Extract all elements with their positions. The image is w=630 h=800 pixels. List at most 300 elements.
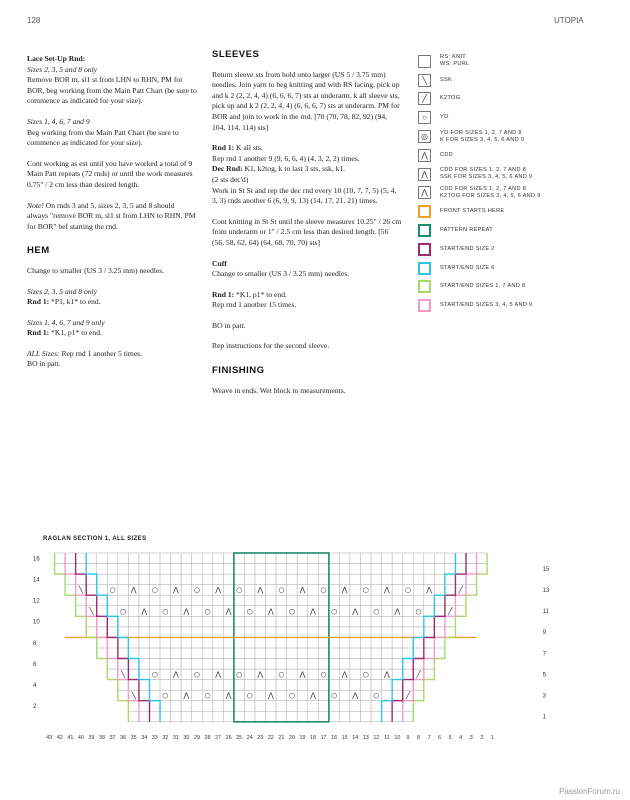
chart-cell bbox=[382, 553, 393, 564]
chart-cell bbox=[244, 711, 255, 722]
chart-cell bbox=[139, 595, 150, 606]
chart-cell bbox=[350, 564, 361, 575]
chart-cell bbox=[424, 553, 435, 564]
chart-cell bbox=[329, 595, 340, 606]
legend-label bbox=[440, 283, 525, 290]
chart-cell bbox=[234, 574, 245, 585]
legend-label bbox=[440, 54, 469, 68]
cdd-symbol: ⋀ bbox=[257, 670, 264, 679]
chart-cell bbox=[466, 553, 477, 564]
chart-cell bbox=[244, 669, 255, 680]
chart-cell bbox=[139, 648, 150, 659]
k2tog-icon: ╱ bbox=[418, 92, 431, 105]
chart-cell bbox=[128, 669, 139, 680]
lace-title: Lace Set-Up Rnd: bbox=[27, 54, 86, 63]
chart-cell bbox=[86, 564, 97, 575]
chart-cell bbox=[308, 553, 319, 564]
chart-cell bbox=[202, 595, 213, 606]
cdd-symbol: ⋀ bbox=[267, 691, 274, 700]
chart-cell bbox=[308, 711, 319, 722]
chart-cell bbox=[213, 637, 224, 648]
chart-cell bbox=[413, 616, 424, 627]
chart-cell bbox=[97, 585, 108, 596]
chart-cell bbox=[192, 553, 203, 564]
column-label: 21 bbox=[278, 734, 285, 741]
chart-cell bbox=[424, 595, 435, 606]
chart-cell bbox=[234, 659, 245, 670]
sleeves-text: Return sleeve sts from hold onto larger (US 5 / 3.75 mm) needles. Join yarn to beg knitting and with RS facing, pick up and k 2 (2, 2, 4, 4) (6, 6, 6, 7) sts at underarm, k all sleeve sts, pick up and k 2 (2, 2, 4, 4) (6, 6, 6, 7) sts at underarm. PM for BOR and join to work in the rnd. [70 (70, 78, 82, 92) (94, 104, 114, 114) sts] bbox=[212, 69, 400, 132]
chart-cell bbox=[434, 648, 445, 659]
chart-cell bbox=[308, 701, 319, 712]
chart-cell bbox=[65, 553, 76, 564]
chart-cell bbox=[266, 564, 277, 575]
chart-cell bbox=[266, 648, 277, 659]
legend-item bbox=[418, 240, 618, 259]
hem-heading: HEM bbox=[27, 245, 50, 257]
chart-cell bbox=[223, 585, 234, 596]
yo-symbol: ○ bbox=[278, 586, 285, 595]
running-header: UTOPIA bbox=[554, 16, 584, 25]
chart-cell bbox=[297, 564, 308, 575]
chart-cell bbox=[287, 616, 298, 627]
chart-cell bbox=[371, 680, 382, 691]
chart-cell bbox=[171, 690, 182, 701]
chart-cell bbox=[403, 680, 414, 691]
hem-change: Change to smaller (US 3 / 3.25 mm) needles. bbox=[27, 265, 165, 275]
chart-cell bbox=[371, 564, 382, 575]
chart-cell bbox=[371, 627, 382, 638]
hem-rnd1-text: *P1, k1* to end. bbox=[49, 297, 101, 307]
chart-cell bbox=[181, 701, 192, 712]
column-label: 22 bbox=[267, 734, 274, 741]
chart-cell bbox=[318, 606, 329, 617]
chart-cell bbox=[266, 711, 277, 722]
row-label-left: 10 bbox=[33, 619, 40, 626]
chart-cell bbox=[181, 564, 192, 575]
chart-cell bbox=[202, 637, 213, 648]
column-label: 33 bbox=[151, 734, 158, 741]
chart-cell bbox=[160, 595, 171, 606]
row-label-right: 13 bbox=[542, 588, 550, 595]
column-label: 5 bbox=[448, 734, 452, 741]
yo-symbol: ○ bbox=[204, 607, 211, 616]
chart-cell bbox=[192, 711, 203, 722]
chart-cell bbox=[160, 711, 171, 722]
all-sizes-label: ALL Sizes: bbox=[27, 348, 60, 358]
chart-cell bbox=[266, 659, 277, 670]
chart-cell bbox=[413, 553, 424, 564]
chart-cell bbox=[392, 648, 403, 659]
chart-cell bbox=[339, 553, 350, 564]
chart-cell bbox=[244, 627, 255, 638]
k2tog-symbol: ╱ bbox=[458, 586, 463, 595]
chart-cell bbox=[118, 627, 129, 638]
chart-cell bbox=[308, 669, 319, 680]
chart-cell bbox=[382, 574, 393, 585]
legend-label bbox=[440, 167, 532, 181]
chart-cell bbox=[160, 585, 171, 596]
chart-cell bbox=[150, 637, 161, 648]
pattern-repeat-icon bbox=[418, 224, 431, 237]
chart-cell bbox=[361, 711, 372, 722]
chart-cell bbox=[403, 711, 414, 722]
chart-cell bbox=[266, 553, 277, 564]
chart-cell bbox=[128, 574, 139, 585]
chart-cell bbox=[329, 564, 340, 575]
row-label-left: 6 bbox=[33, 661, 37, 668]
chart-cell bbox=[171, 648, 182, 659]
chart-cell bbox=[213, 648, 224, 659]
chart-cell bbox=[308, 648, 319, 659]
chart-cell bbox=[255, 701, 266, 712]
yo-symbol: ○ bbox=[236, 670, 243, 679]
chart-cell bbox=[139, 680, 150, 691]
chart-cell bbox=[223, 553, 234, 564]
chart-cell bbox=[139, 553, 150, 564]
chart-cell bbox=[118, 637, 129, 648]
column-label: 28 bbox=[204, 734, 211, 741]
chart-cell bbox=[150, 627, 161, 638]
chart-cell bbox=[329, 585, 340, 596]
legend-label bbox=[440, 130, 524, 144]
chart-cell bbox=[371, 669, 382, 680]
chart-cell bbox=[413, 680, 424, 691]
chart-cell bbox=[276, 553, 287, 564]
legend-item bbox=[418, 90, 618, 109]
chart-cell bbox=[287, 680, 298, 691]
chart-cell bbox=[55, 553, 66, 564]
yo-symbol: ○ bbox=[373, 691, 380, 700]
legend-label bbox=[440, 227, 493, 234]
chart-cell bbox=[150, 659, 161, 670]
chart-cell bbox=[255, 648, 266, 659]
chart-cell bbox=[434, 595, 445, 606]
chart-cell bbox=[424, 669, 435, 680]
legend-label-line: WS: PURL bbox=[440, 61, 470, 68]
chart-cell bbox=[65, 585, 76, 596]
chart-cell bbox=[97, 595, 108, 606]
chart-cell bbox=[382, 627, 393, 638]
chart-cell bbox=[255, 553, 266, 564]
chart-cell bbox=[339, 564, 350, 575]
chart-cell bbox=[382, 701, 393, 712]
chart-cell bbox=[139, 711, 150, 722]
column-label: 15 bbox=[341, 734, 348, 741]
legend-label bbox=[440, 152, 453, 159]
chart-cell bbox=[255, 595, 266, 606]
chart-cell bbox=[445, 564, 456, 575]
chart-cell bbox=[361, 553, 372, 564]
front-starts-icon bbox=[418, 205, 431, 218]
finishing-text: Weave in ends. Wet block to measurements. bbox=[212, 385, 346, 395]
yo-symbol: ○ bbox=[415, 607, 422, 616]
column-label: 4 bbox=[459, 734, 463, 741]
chart-cell bbox=[466, 574, 477, 585]
chart-cell bbox=[339, 606, 350, 617]
cdd-symbol: ⋀ bbox=[173, 670, 179, 679]
chart-cell bbox=[392, 595, 403, 606]
cdd-symbol: ⋀ bbox=[257, 586, 264, 595]
chart-cell bbox=[382, 690, 393, 701]
yo-symbol: ○ bbox=[362, 670, 369, 679]
chart-cell bbox=[382, 659, 393, 670]
chart-cell bbox=[128, 701, 139, 712]
chart-cell bbox=[223, 564, 234, 575]
chart-cell bbox=[244, 564, 255, 575]
chart-cell bbox=[445, 616, 456, 627]
chart-cell bbox=[477, 553, 488, 564]
chart-cell bbox=[276, 701, 287, 712]
chart-cell bbox=[413, 585, 424, 596]
column-label: 13 bbox=[362, 734, 369, 741]
chart-cell bbox=[329, 616, 340, 627]
work-st: Work in St St and rep the dec rnd every 10 (10, 7, 7, 5) (5, 4, 3, 3) rnds another 6 (6, 9, 9, 13) (14, 17, 21, 21) times. bbox=[212, 185, 397, 206]
chart-cell bbox=[413, 627, 424, 638]
chart-cell bbox=[403, 669, 414, 680]
chart-cell bbox=[329, 669, 340, 680]
chart-cell bbox=[403, 564, 414, 575]
chart-cell bbox=[371, 659, 382, 670]
chart-cell bbox=[223, 637, 234, 648]
chart-cell bbox=[171, 616, 182, 627]
chart-cell bbox=[160, 553, 171, 564]
chart-cell bbox=[128, 648, 139, 659]
chart-cell bbox=[223, 595, 234, 606]
chart-cell bbox=[234, 690, 245, 701]
chart-cell bbox=[181, 659, 192, 670]
chart-cell bbox=[361, 701, 372, 712]
chart-cell bbox=[234, 564, 245, 575]
cdd-symbol: ⋀ bbox=[426, 586, 432, 595]
chart-cell bbox=[139, 564, 150, 575]
chart-cell bbox=[350, 627, 361, 638]
legend-label bbox=[440, 246, 495, 253]
chart-cell bbox=[403, 606, 414, 617]
chart-cell bbox=[181, 648, 192, 659]
rnd1-label: Rnd 1: bbox=[212, 143, 235, 153]
ssk-icon: ╲ bbox=[418, 74, 431, 87]
chart-cell bbox=[150, 574, 161, 585]
chart-cell bbox=[266, 585, 277, 596]
chart-cell bbox=[297, 659, 308, 670]
chart-cell bbox=[434, 553, 445, 564]
column-label: 36 bbox=[120, 734, 127, 741]
chart-cell bbox=[202, 648, 213, 659]
yo-symbol: ○ bbox=[162, 691, 169, 700]
chart-cell bbox=[181, 574, 192, 585]
legend-item bbox=[418, 52, 618, 71]
chart-cell bbox=[287, 553, 298, 564]
column-label: 20 bbox=[288, 734, 295, 741]
rnd1-text: K all sts. bbox=[234, 143, 263, 153]
chart-cell bbox=[202, 585, 213, 596]
chart-cell bbox=[202, 627, 213, 638]
chart-cell bbox=[318, 701, 329, 712]
chart-cell bbox=[403, 659, 414, 670]
chart-cell bbox=[244, 680, 255, 691]
legend-label-line: CDD FOR SIZES 1, 2, 7 AND 8 bbox=[440, 185, 527, 192]
chart-cell bbox=[413, 564, 424, 575]
chart-cell bbox=[160, 680, 171, 691]
yo-symbol: ○ bbox=[404, 586, 412, 595]
yo-symbol: ○ bbox=[109, 586, 116, 595]
all-sizes-text: Rep rnd 1 another 5 times. bbox=[59, 348, 143, 358]
chart-cell bbox=[350, 648, 361, 659]
rep-rnd1: Rep rnd 1 another 9 (9, 6, 6, 4) (4, 3, 2, 2) times. bbox=[212, 153, 360, 163]
chart-cell bbox=[65, 574, 76, 585]
chart-cell bbox=[202, 711, 213, 722]
chart-cell bbox=[318, 564, 329, 575]
chart-cell bbox=[86, 595, 97, 606]
chart-cell bbox=[361, 648, 372, 659]
chart-cell bbox=[107, 637, 118, 648]
chart-cell bbox=[329, 659, 340, 670]
yo-symbol: ○ bbox=[193, 670, 201, 679]
chart-cell bbox=[318, 616, 329, 627]
legend-label-line: START/END SIZE 6 bbox=[440, 264, 495, 271]
cdd-ssk-icon: ⋀ bbox=[418, 168, 431, 181]
chart-cell bbox=[466, 564, 477, 575]
chart-cell bbox=[434, 627, 445, 638]
chart-cell bbox=[392, 690, 403, 701]
legend-label bbox=[440, 186, 541, 200]
chart-cell bbox=[202, 659, 213, 670]
chart-cell bbox=[339, 595, 350, 606]
legend-label-line: YO bbox=[440, 114, 449, 121]
legend-item bbox=[418, 127, 618, 146]
chart-cell bbox=[392, 616, 403, 627]
legend-label-line: K2TOG bbox=[440, 95, 461, 102]
column-label: 30 bbox=[183, 734, 190, 741]
yo-symbol: ○ bbox=[278, 670, 285, 679]
row-label-right: 1 bbox=[542, 714, 546, 721]
hem-rnd1-label: Rnd 1: bbox=[27, 297, 50, 307]
column-label: 42 bbox=[56, 734, 63, 741]
cdd-k2tog-icon: ⋀ bbox=[418, 186, 431, 199]
note-label: Note! bbox=[27, 200, 44, 210]
chart-cell bbox=[97, 627, 108, 638]
yo-symbol: ○ bbox=[120, 607, 127, 616]
cdd-symbol: ⋀ bbox=[384, 670, 390, 679]
chart-cell bbox=[339, 648, 350, 659]
chart-cell bbox=[255, 606, 266, 617]
cdd-symbol: ⋀ bbox=[352, 691, 359, 700]
yo-symbol: ○ bbox=[193, 586, 201, 595]
chart-cell bbox=[118, 574, 129, 585]
chart-cell bbox=[350, 585, 361, 596]
k2tog-symbol: ╱ bbox=[416, 670, 421, 679]
chart-cell bbox=[160, 574, 171, 585]
chart-cell bbox=[392, 637, 403, 648]
chart-cell bbox=[139, 659, 150, 670]
chart-cell bbox=[308, 680, 319, 691]
chart-cell bbox=[223, 574, 234, 585]
chart-cell bbox=[255, 690, 266, 701]
chart-cell bbox=[350, 711, 361, 722]
chart-cell bbox=[255, 574, 266, 585]
yo-symbol: ○ bbox=[288, 691, 295, 700]
chart-cell bbox=[308, 627, 319, 638]
yo-symbol: ○ bbox=[151, 670, 158, 679]
row-label-left: 4 bbox=[33, 682, 37, 689]
chart-cell bbox=[297, 595, 308, 606]
chart-cell bbox=[413, 595, 424, 606]
chart-cell bbox=[455, 574, 466, 585]
chart-cell bbox=[266, 680, 277, 691]
chart-cell bbox=[202, 553, 213, 564]
chart-cell bbox=[139, 585, 150, 596]
legend-label-line: K2TOG FOR SIZES 3, 4, 5, 6 AND 9 bbox=[440, 192, 541, 199]
chart-cell bbox=[308, 564, 319, 575]
chart-cell bbox=[234, 637, 245, 648]
chart-cell bbox=[118, 553, 129, 564]
chart-cell bbox=[118, 595, 129, 606]
chart-cell bbox=[128, 595, 139, 606]
yo-symbol: ○ bbox=[320, 586, 327, 595]
dec-note: (2 sts dec'd) bbox=[212, 174, 249, 184]
chart-cell bbox=[223, 616, 234, 627]
chart-cell bbox=[223, 680, 234, 691]
column-label: 31 bbox=[172, 734, 179, 741]
chart-cell bbox=[318, 553, 329, 564]
chart-cell bbox=[118, 564, 129, 575]
column-label: 32 bbox=[162, 734, 169, 741]
chart-cell bbox=[329, 711, 340, 722]
chart-cell bbox=[244, 585, 255, 596]
cuff-heading: Cuff bbox=[212, 258, 227, 268]
hem-rnd2-label: Rnd 1: bbox=[27, 328, 50, 338]
row-label-right: 7 bbox=[542, 651, 546, 658]
k2tog-symbol: ╱ bbox=[448, 607, 453, 616]
cdd-symbol: ⋀ bbox=[173, 586, 179, 595]
lace-text-1: Remove BOR m, sl1 st from LHN to RHN, PM for BOR, beg working from the Main Patt Chart (be sure to commence as indicated for your size). bbox=[27, 75, 197, 106]
chart-cell bbox=[445, 574, 456, 585]
chart-cell bbox=[213, 595, 224, 606]
chart-cell bbox=[107, 669, 118, 680]
legend-label bbox=[440, 208, 504, 215]
cuff-bo: BO in patt. bbox=[212, 320, 246, 330]
chart-cell bbox=[223, 711, 234, 722]
column-label: 34 bbox=[141, 734, 148, 741]
chart-cell bbox=[255, 627, 266, 638]
chart-cell bbox=[234, 627, 245, 638]
chart-cell bbox=[171, 659, 182, 670]
chart-cell bbox=[350, 701, 361, 712]
cdd-symbol: ⋀ bbox=[130, 586, 137, 595]
chart-cell bbox=[223, 648, 234, 659]
page-number: 128 bbox=[27, 16, 41, 25]
dec-label: Dec Rnd: bbox=[212, 164, 243, 174]
chart-cell bbox=[403, 595, 414, 606]
chart-cell bbox=[171, 627, 182, 638]
chart-cell bbox=[455, 564, 466, 575]
chart-cell bbox=[234, 616, 245, 627]
row-label-left: 8 bbox=[33, 640, 37, 647]
chart-cell bbox=[371, 637, 382, 648]
chart-cell bbox=[329, 680, 340, 691]
chart-cell bbox=[213, 606, 224, 617]
chart-cell bbox=[403, 574, 414, 585]
legend-item bbox=[418, 259, 618, 278]
chart-cell bbox=[171, 606, 182, 617]
column-label: 26 bbox=[225, 734, 232, 741]
chart-cell bbox=[297, 637, 308, 648]
yo-symbol: ○ bbox=[204, 691, 211, 700]
chart-cell bbox=[150, 595, 161, 606]
yo-symbol: ○ bbox=[246, 607, 253, 616]
chart-cell bbox=[150, 680, 161, 691]
chart-cell bbox=[371, 574, 382, 585]
